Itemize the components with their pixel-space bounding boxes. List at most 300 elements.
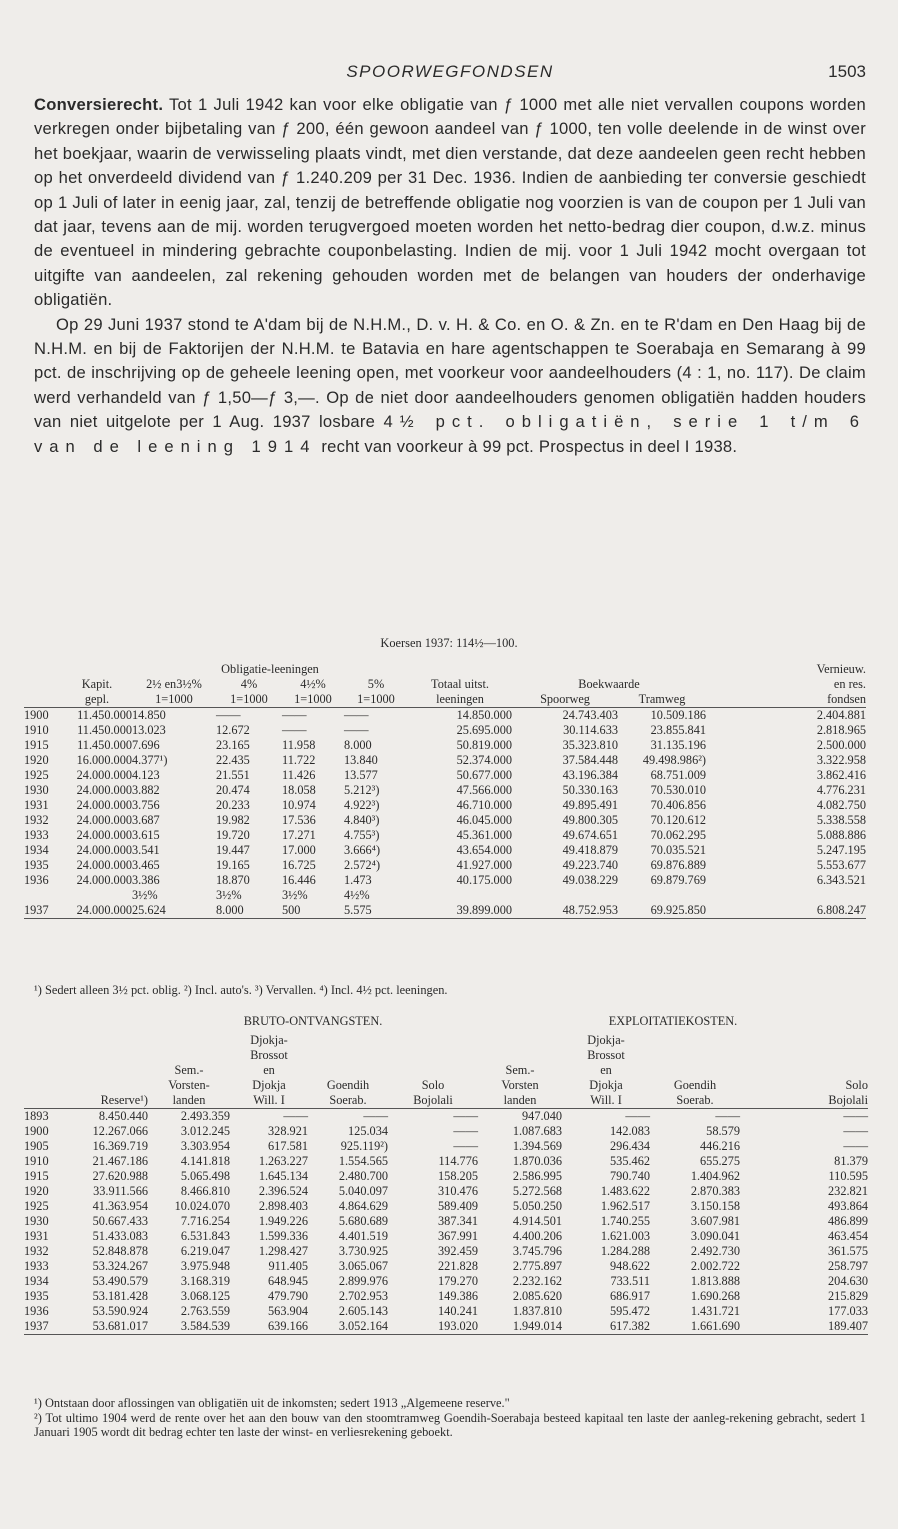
column-header [388, 1048, 478, 1063]
table-cell: 49.038.229 [562, 873, 618, 887]
bonds-table-body [24, 708, 866, 919]
column-header [62, 888, 132, 903]
table-cell: 4.922³) [344, 798, 380, 812]
column-header [24, 1033, 62, 1048]
column-header [512, 662, 618, 677]
table-cell: 8.450.440 [98, 1109, 148, 1123]
table-cell: 3.687 [132, 813, 160, 827]
table-cell: 1.483.622 [600, 1184, 650, 1198]
column-header: Goendih [673, 1078, 717, 1092]
table-cell: 49.895.491 [562, 798, 618, 812]
table-cell: 1.404.962 [690, 1169, 740, 1183]
table-cell: 2.605.143 [338, 1304, 388, 1318]
table-cell: 4.141.818 [180, 1154, 230, 1168]
column-header [512, 888, 618, 903]
column-header [24, 1048, 62, 1063]
table-cell: 17.536 [282, 813, 316, 827]
table-cell: 177.033 [828, 1304, 868, 1318]
group-header-costs: EXPLOITATIEKOSTEN. [608, 1014, 738, 1028]
page-header [34, 62, 866, 84]
table-cell: 24.743.403 [562, 708, 618, 722]
table-row [24, 1199, 868, 1214]
table-cell: 19.982 [216, 813, 250, 827]
column-header: en res. [833, 677, 866, 691]
table-cell: 49.800.305 [562, 813, 618, 827]
header-row [24, 692, 866, 708]
table-cell: 1.621.003 [600, 1229, 650, 1243]
table-cell: 24.000.000 [76, 828, 132, 842]
table-cell: 1.431.721 [690, 1304, 740, 1318]
column-header: Sem.- [174, 1063, 204, 1077]
column-header [24, 662, 62, 677]
table-cell: 5.575 [344, 903, 372, 917]
table-cell: 10.974 [282, 798, 316, 812]
table-cell: 639.166 [268, 1319, 308, 1333]
page-number: 1503 [828, 62, 866, 81]
table-cell: 535.462 [610, 1154, 650, 1168]
column-header: 5% [367, 677, 385, 691]
year-cell: 1933 [24, 1259, 49, 1273]
table-cell: 81.379 [834, 1154, 868, 1168]
table-cell: 25.695.000 [456, 723, 512, 737]
table-cell: 6.343.521 [816, 873, 866, 887]
table-cell: 258.797 [828, 1259, 868, 1273]
column-header: Kapit. [81, 677, 113, 691]
table-row [24, 1214, 868, 1229]
table-cell: 4.082.750 [816, 798, 866, 812]
table-cell: 8.000 [216, 903, 244, 917]
revenue-costs-table-header [24, 1014, 868, 1109]
table-cell: 4.776.231 [816, 783, 866, 797]
table-cell: 595.472 [610, 1304, 650, 1318]
table-cell: 47.566.000 [456, 783, 512, 797]
table-row [24, 1139, 868, 1154]
column-header: gepl. [84, 692, 110, 706]
column-header [408, 662, 512, 677]
table-row [24, 1169, 868, 1184]
year-cell: 1920 [24, 753, 49, 767]
table-cell: 367.991 [438, 1229, 478, 1243]
year-cell: 1932 [24, 1244, 49, 1258]
table-cell: 70.406.856 [650, 798, 706, 812]
table-cell: —— [843, 1124, 868, 1138]
table-cell: 50.819.000 [456, 738, 512, 752]
table-cell: 3.090.041 [690, 1229, 740, 1243]
table-cell: 3.150.158 [690, 1199, 740, 1213]
table-cell: 5.680.689 [338, 1214, 388, 1228]
column-header: Djokja [589, 1078, 623, 1092]
table-cell: 215.829 [828, 1289, 868, 1303]
column-header [650, 1033, 740, 1048]
table-cell: 11.450.000 [77, 738, 132, 752]
table-cell: 2.572⁴) [344, 858, 381, 872]
table-cell: 37.584.448 [562, 753, 618, 767]
table-cell: 733.511 [610, 1274, 650, 1288]
column-header [62, 1033, 148, 1048]
table-cell: 4.400.206 [512, 1229, 562, 1243]
table-cell: 2.002.722 [690, 1259, 740, 1273]
table-cell: 46.045.000 [456, 813, 512, 827]
table-cell: —— [344, 723, 369, 737]
table-cell: 53.490.579 [92, 1274, 148, 1288]
table-cell: 17.000 [282, 843, 316, 857]
column-header: 3½% [216, 888, 242, 902]
table-cell: 563.904 [268, 1304, 308, 1318]
table-cell: 11.958 [282, 738, 316, 752]
year-cell: 1900 [24, 1124, 49, 1138]
table-row [24, 708, 866, 724]
table-cell: 686.917 [610, 1289, 650, 1303]
table-cell: 7.716.254 [180, 1214, 230, 1228]
table-cell: 1.263.227 [258, 1154, 308, 1168]
table-cell: 110.595 [828, 1169, 868, 1183]
table-row [24, 903, 866, 919]
table-cell: 70.530.010 [650, 783, 706, 797]
table-cell: 8.000 [344, 738, 372, 752]
column-header: Solo [421, 1078, 445, 1092]
table-cell: 13.577 [344, 768, 378, 782]
column-header [148, 1048, 230, 1063]
column-header [24, 888, 62, 903]
revenue-costs-table [24, 1014, 868, 1335]
table-cell: 2.702.953 [338, 1289, 388, 1303]
column-header [62, 1063, 148, 1078]
table-cell: 655.275 [700, 1154, 740, 1168]
table-cell: 5.088.886 [816, 828, 866, 842]
column-header: Boekwaarde [578, 677, 640, 691]
bonds-table-header [24, 662, 866, 708]
year-cell: 1934 [24, 1274, 49, 1288]
table-cell: 1.690.268 [690, 1289, 740, 1303]
header-row [24, 1048, 868, 1063]
column-header [148, 1033, 230, 1048]
table-row [24, 783, 866, 798]
paragraph-text: Op 29 Juni 1937 stond te A'dam bij de N.H.M., D. v. H. & Co. en O. & Zn. en te R'dam en Den Haag bij de N.H.M. en bij de Faktorijen der N.H.M. te Batavia en hare agentschappen te Soerabaja en Semarang à 99 pct. de inschrijving op de geheele leening open, met voorkeur voor aandeelhouders (4 : 1, no. 117). De claim werd verhandeld van ƒ 1,50—ƒ 3,—. Op de niet door aandeelhouders genomen obligatiën hadden houders van niet uitgelote per 1 Aug. 1937 losbare [34, 314, 866, 432]
year-cell: 1935 [24, 858, 49, 872]
table-cell: 189.407 [828, 1319, 868, 1333]
column-header: 1=1000 [155, 692, 193, 706]
table-row [24, 1184, 868, 1199]
table-cell: 2.396.524 [258, 1184, 308, 1198]
table-cell: 4.864.629 [338, 1199, 388, 1213]
column-header: Bojolali [828, 1093, 868, 1107]
footnote-2: ²) Tot ultimo 1904 werd de rente over het aan den bouw van den stoomtramweg Goendih-Soerabaja besteed kapitaal ten laste der aanleg-rekening gebracht, sedert 1 Januari 1905 wordt dit bedrag echter ten laste der winst- en verliesrekening geboekt. [34, 1410, 866, 1440]
table-cell: —— [453, 1124, 478, 1138]
table-row [24, 723, 866, 738]
table-row [24, 1109, 868, 1125]
column-header: Djokja [252, 1078, 286, 1092]
table-cell: 6.531.843 [180, 1229, 230, 1243]
table-cell: 53.590.924 [92, 1304, 148, 1318]
table-cell: 53.681.017 [92, 1319, 148, 1333]
footnote-1: ¹) Ontstaan door aflossingen van obligatiën uit de inkomsten; sedert 1913 „Algemeene reserve." [34, 1396, 510, 1410]
table-cell: 4.840³) [344, 813, 380, 827]
table-cell: 2.500.000 [816, 738, 866, 752]
table-cell: 7.696 [132, 738, 160, 752]
table-cell: 204.630 [828, 1274, 868, 1288]
table-cell: —— [363, 1109, 388, 1123]
table-cell: 45.361.000 [456, 828, 512, 842]
table-cell: 4.377¹) [132, 753, 168, 767]
table-cell: 3.730.925 [338, 1244, 388, 1258]
column-header [308, 1033, 388, 1048]
table-cell: 14.850 [132, 708, 166, 722]
year-cell: 1936 [24, 1304, 49, 1318]
table-cell: 43.654.000 [456, 843, 512, 857]
table-cell: 392.459 [438, 1244, 478, 1258]
table-cell: 1.813.888 [690, 1274, 740, 1288]
table-cell: 41.363.954 [92, 1199, 148, 1213]
price-range-line: Koersen 1937: 114½—100. [380, 636, 518, 650]
table-row [24, 1319, 868, 1335]
table-cell: 310.476 [438, 1184, 478, 1198]
table-cell: 589.409 [438, 1199, 478, 1213]
column-header: 4½% [300, 677, 326, 691]
column-header [308, 1048, 388, 1063]
table-cell: 925.119²) [340, 1139, 388, 1153]
column-header: en [600, 1063, 612, 1077]
table-row [24, 813, 866, 828]
table-cell: 24.000.000 [76, 873, 132, 887]
table-row [24, 1259, 868, 1274]
column-header [24, 1078, 62, 1093]
table-cell: 70.035.521 [650, 843, 706, 857]
table-cell: 5.050.250 [512, 1199, 562, 1213]
year-cell: 1934 [24, 843, 49, 857]
column-header [408, 888, 512, 903]
table-row [24, 1304, 868, 1319]
table-cell: 68.751.009 [650, 768, 706, 782]
year-cell: 1910 [24, 723, 49, 737]
table-cell: 232.821 [828, 1184, 868, 1198]
table-cell: 3.386 [132, 873, 160, 887]
table-cell: 2.763.559 [180, 1304, 230, 1318]
year-cell: 1932 [24, 813, 49, 827]
table-cell: 617.382 [610, 1319, 650, 1333]
table-cell: 10.509.186 [650, 708, 706, 722]
table-cell: 1.599.336 [258, 1229, 308, 1243]
table-cell: 2.898.403 [258, 1199, 308, 1213]
table-cell: 947.040 [522, 1109, 562, 1123]
column-header: Solo [845, 1078, 868, 1092]
year-cell: 1930 [24, 1214, 49, 1228]
year-cell: 1931 [24, 798, 49, 812]
column-header: fondsen [827, 692, 866, 706]
year-cell: 1915 [24, 738, 49, 752]
table-cell: 10.024.070 [174, 1199, 230, 1213]
column-header [618, 662, 706, 677]
table-row [24, 1124, 868, 1139]
table-cell: 2.232.162 [512, 1274, 562, 1288]
column-header: 1=1000 [294, 692, 332, 706]
year-cell: 1893 [24, 1109, 49, 1123]
year-cell: 1937 [24, 1319, 49, 1333]
table-cell: 5.247.195 [816, 843, 866, 857]
header-row [24, 1063, 868, 1078]
table-cell: 1.394.569 [512, 1139, 562, 1153]
table-cell: 50.330.163 [562, 783, 618, 797]
table-cell: 221.828 [438, 1259, 478, 1273]
table-cell: 6.808.247 [816, 903, 866, 917]
table-cell: 463.454 [828, 1229, 868, 1243]
table-cell: 35.323.810 [562, 738, 618, 752]
table-cell: 49.418.879 [562, 843, 618, 857]
column-header [24, 1093, 62, 1109]
table-cell: 13.840 [344, 753, 378, 767]
table-cell: 24.000.000 [76, 768, 132, 782]
table-cell: 1.949.014 [512, 1319, 562, 1333]
table-cell: 140.241 [438, 1304, 478, 1318]
table-cell: —— [625, 1109, 650, 1123]
table-cell: 1.554.565 [338, 1154, 388, 1168]
column-header: Spoorweg [540, 692, 590, 706]
table-cell: 22.435 [216, 753, 250, 767]
table-cell: 1.298.427 [258, 1244, 308, 1258]
table-cell: 790.740 [610, 1169, 650, 1183]
table-cell: 16.446 [282, 873, 316, 887]
table-cell: 3.745.796 [512, 1244, 562, 1258]
revenue-costs-table-body [24, 1109, 868, 1335]
table-cell: 387.341 [438, 1214, 478, 1228]
table-cell: 1.870.036 [512, 1154, 562, 1168]
table-cell: 1.962.517 [600, 1199, 650, 1213]
table-cell: 1.740.255 [600, 1214, 650, 1228]
column-header [740, 1033, 868, 1048]
column-header: Vernieuw. [816, 662, 866, 676]
table-cell: 4.401.519 [338, 1229, 388, 1243]
column-header [740, 1048, 868, 1063]
table-cell: 16.369.719 [92, 1139, 148, 1153]
subscription-paragraph [34, 313, 866, 459]
table-cell: 3.607.981 [690, 1214, 740, 1228]
table-row [24, 738, 866, 753]
paragraph-text: recht van voorkeur à 99 pct. Prospectus in deel I 1938. [316, 436, 738, 456]
table-cell: 6.219.047 [180, 1244, 230, 1258]
column-header: Obligatie-leeningen [221, 662, 319, 676]
table-cell: —— [843, 1109, 868, 1123]
table-cell: 70.120.612 [650, 813, 706, 827]
column-header: Totaal uitst. [431, 677, 489, 691]
table-cell: 2.404.881 [816, 708, 866, 722]
column-header [24, 1063, 62, 1078]
table-cell: 25.624 [132, 903, 166, 917]
column-header [650, 1063, 740, 1078]
column-header: Soerab. [329, 1093, 367, 1107]
table-cell: 142.083 [610, 1124, 650, 1138]
table-cell: 5.338.558 [816, 813, 866, 827]
table-cell: 24.000.000 [76, 813, 132, 827]
table-cell: 53.181.428 [92, 1289, 148, 1303]
table-cell: 19.720 [216, 828, 250, 842]
table-cell: 4.123 [132, 768, 160, 782]
column-header [650, 1048, 740, 1063]
table-cell: 158.205 [438, 1169, 478, 1183]
column-header: Djokja- [587, 1033, 625, 1047]
table-cell: 69.925.850 [650, 903, 706, 917]
column-header: 4% [240, 677, 258, 691]
table-cell: 31.135.196 [650, 738, 706, 752]
table-row [24, 843, 866, 858]
table-cell: 648.945 [268, 1274, 308, 1288]
table-cell: —— [453, 1139, 478, 1153]
table-cell: 2.586.995 [512, 1169, 562, 1183]
header-row [24, 1078, 868, 1093]
table-cell: 2.870.383 [690, 1184, 740, 1198]
table-cell: 16.000.000 [76, 753, 132, 767]
column-header: Brossot [250, 1048, 288, 1062]
column-header: 3½% [282, 888, 308, 902]
column-header: Djokja- [250, 1033, 288, 1047]
table-cell: —— [216, 708, 241, 722]
column-header: 3½% [132, 888, 158, 902]
table-cell: 40.175.000 [456, 873, 512, 887]
table-cell: 3.666⁴) [344, 843, 381, 857]
table-cell: 18.058 [282, 783, 316, 797]
table-cell: 11.450.000 [77, 723, 132, 737]
table-cell: 1.473 [344, 873, 372, 887]
table-cell: 30.114.633 [563, 723, 618, 737]
table-cell: 52.374.000 [456, 753, 512, 767]
column-header: Bojolali [413, 1093, 453, 1107]
table-row [24, 873, 866, 888]
table-cell: 52.848.878 [92, 1244, 148, 1258]
table-cell: 11.722 [282, 753, 316, 767]
table-cell: 18.870 [216, 873, 250, 887]
bonds-table [24, 662, 866, 919]
table-cell: 2.775.897 [512, 1259, 562, 1273]
table-cell: 8.466.810 [180, 1184, 230, 1198]
running-title: SPOORWEGFONDSEN [346, 62, 554, 81]
header-row [24, 1093, 868, 1109]
header-row [24, 1033, 868, 1048]
table-cell: 33.911.566 [93, 1184, 148, 1198]
table-cell: 1.645.134 [258, 1169, 308, 1183]
table-cell: 3.862.416 [816, 768, 866, 782]
table-cell: 19.165 [216, 858, 250, 872]
table-cell: 446.216 [700, 1139, 740, 1153]
column-header: 2½ en3½% [146, 677, 202, 691]
table-cell: 2.899.976 [338, 1274, 388, 1288]
table-cell: 3.975.948 [180, 1259, 230, 1273]
group-header-revenue: BRUTO-ONTVANGSTEN. [243, 1014, 383, 1028]
table-cell: 911.405 [268, 1259, 308, 1273]
table-cell: 11.450.000 [77, 708, 132, 722]
table-cell: 58.579 [706, 1124, 740, 1138]
table-cell: 50.677.000 [456, 768, 512, 782]
table-cell: 5.212³) [344, 783, 380, 797]
table-cell: 14.850.000 [456, 708, 512, 722]
column-header [478, 1033, 562, 1048]
table-cell: 12.267.066 [92, 1124, 148, 1138]
table-cell: 3.068.125 [180, 1289, 230, 1303]
column-header: Vorsten [501, 1078, 539, 1092]
table-cell: 3.012.245 [180, 1124, 230, 1138]
table-cell: 20.233 [216, 798, 250, 812]
table-cell: 1.949.226 [258, 1214, 308, 1228]
year-cell: 1900 [24, 708, 49, 722]
table-cell: 4.914.501 [512, 1214, 562, 1228]
column-header: en [263, 1063, 275, 1077]
table-cell: 3.756 [132, 798, 160, 812]
table-cell: 2.493.359 [180, 1109, 230, 1123]
table-cell: 1.284.288 [600, 1244, 650, 1258]
table-cell: 1.087.683 [512, 1124, 562, 1138]
table-cell: 11.426 [282, 768, 316, 782]
column-header [618, 888, 706, 903]
table-row [24, 1289, 868, 1304]
table-cell: 500 [282, 903, 301, 917]
table-cell: 5.040.097 [338, 1184, 388, 1198]
